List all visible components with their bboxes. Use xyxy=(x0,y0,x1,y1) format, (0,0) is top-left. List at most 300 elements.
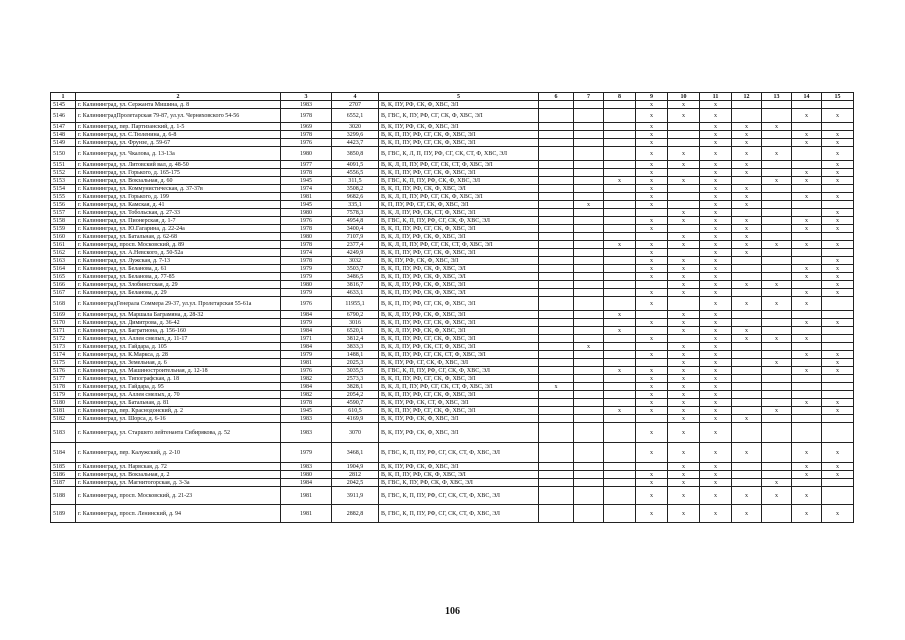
row-mark-col-9: x xyxy=(636,161,668,169)
row-systems: В, ГВС, К, ПУ, РФ, СК, Ф, ХВС, ЭЛ xyxy=(379,479,539,487)
row-mark-col-13 xyxy=(762,443,792,463)
row-mark-col-11: x xyxy=(700,265,732,273)
row-mark-col-13 xyxy=(762,471,792,479)
table-row xyxy=(51,351,854,359)
row-mark-col-14: x xyxy=(792,487,822,505)
row-mark-col-8 xyxy=(604,257,636,265)
row-area: 4169,9 xyxy=(332,415,379,423)
table-row xyxy=(51,209,854,217)
row-mark-col-11: x xyxy=(700,177,732,185)
row-mark-col-11: x xyxy=(700,185,732,193)
row-mark-col-10: x xyxy=(668,375,700,383)
table-row xyxy=(51,225,854,233)
row-mark-col-15 xyxy=(822,311,854,319)
row-mark-col-7 xyxy=(574,177,604,185)
row-mark-col-12 xyxy=(732,109,762,123)
row-id: 5153 xyxy=(51,177,76,185)
row-address: г. Калининград, ул. А.Невского, д. 50-52а xyxy=(76,249,281,257)
row-mark-col-10 xyxy=(668,185,700,193)
row-mark-col-8 xyxy=(604,415,636,423)
row-mark-col-6 xyxy=(539,169,574,177)
row-mark-col-6 xyxy=(539,375,574,383)
row-mark-col-6 xyxy=(539,161,574,169)
row-mark-col-11: x xyxy=(700,311,732,319)
row-systems: В, ГВС, К, П, ПУ, РФ, СК, Ф, ХВС, ЭЛ xyxy=(379,177,539,185)
row-mark-col-14 xyxy=(792,479,822,487)
row-mark-col-12 xyxy=(732,343,762,351)
row-id: 5158 xyxy=(51,217,76,225)
row-mark-col-11: x xyxy=(700,343,732,351)
row-mark-col-14: x xyxy=(792,217,822,225)
row-year: 1981 xyxy=(281,487,332,505)
row-mark-col-7 xyxy=(574,225,604,233)
row-id: 5168 xyxy=(51,297,76,311)
row-address: г. Калининград, просп. Ленинский, д. 94 xyxy=(76,505,281,523)
row-mark-col-14 xyxy=(792,209,822,217)
row-id: 5151 xyxy=(51,161,76,169)
row-address: г. Калининград, просп. Московский, д. 89 xyxy=(76,241,281,249)
row-year: 1981 xyxy=(281,193,332,201)
row-mark-col-9: x xyxy=(636,217,668,225)
row-area: 3828,1 xyxy=(332,383,379,391)
row-mark-col-7: x xyxy=(574,343,604,351)
row-id: 5170 xyxy=(51,319,76,327)
row-mark-col-10: x xyxy=(668,399,700,407)
row-systems: В, К, П, ПУ, РФ, СГ, СК, Ф, ХВС, ЭЛ xyxy=(379,407,539,415)
row-mark-col-7 xyxy=(574,217,604,225)
row-mark-col-12 xyxy=(732,383,762,391)
row-mark-col-10: x xyxy=(668,311,700,319)
row-mark-col-7 xyxy=(574,281,604,289)
row-mark-col-12 xyxy=(732,351,762,359)
row-systems: В, К, П, ПУ, РФ, СГ, СК, Ф, ХВС, ЭЛ xyxy=(379,297,539,311)
row-mark-col-14: x xyxy=(792,351,822,359)
row-mark-col-12: x xyxy=(732,161,762,169)
row-mark-col-11: x xyxy=(700,131,732,139)
row-mark-col-11: x xyxy=(700,487,732,505)
row-mark-col-9: x xyxy=(636,225,668,233)
row-area: 9682,6 xyxy=(332,193,379,201)
row-mark-col-9: x xyxy=(636,193,668,201)
row-mark-col-11: x xyxy=(700,367,732,375)
row-mark-col-13 xyxy=(762,169,792,177)
table-row xyxy=(51,193,854,201)
row-year: 1945 xyxy=(281,201,332,209)
row-area: 2573,3 xyxy=(332,375,379,383)
row-year: 1971 xyxy=(281,335,332,343)
row-mark-col-11: x xyxy=(700,109,732,123)
row-mark-col-8 xyxy=(604,383,636,391)
row-mark-col-15 xyxy=(822,391,854,399)
row-id: 5181 xyxy=(51,407,76,415)
row-mark-col-15 xyxy=(822,327,854,335)
row-area: 4091,5 xyxy=(332,161,379,169)
row-mark-col-13 xyxy=(762,343,792,351)
table-row xyxy=(51,101,854,109)
row-area: 3400,4 xyxy=(332,225,379,233)
row-area: 1488,1 xyxy=(332,351,379,359)
row-area: 2025,3 xyxy=(332,359,379,367)
row-mark-col-10 xyxy=(668,225,700,233)
row-mark-col-8 xyxy=(604,209,636,217)
row-mark-col-6 xyxy=(539,289,574,297)
row-mark-col-12: x xyxy=(732,297,762,311)
row-systems: В, ГВС, К, ПУ, РФ, СГ, СК, Ф, ХВС, ЭЛ xyxy=(379,109,539,123)
row-mark-col-8 xyxy=(604,265,636,273)
row-mark-col-14 xyxy=(792,375,822,383)
row-mark-col-7 xyxy=(574,265,604,273)
row-year: 1976 xyxy=(281,367,332,375)
table-row xyxy=(51,415,854,423)
row-mark-col-13: x xyxy=(762,177,792,185)
row-address: г. Калининград, ул. Маршала Баграмяна, д. 28-32 xyxy=(76,311,281,319)
row-mark-col-11: x xyxy=(700,505,732,523)
row-area: 3503,7 xyxy=(332,265,379,273)
row-year: 1983 xyxy=(281,101,332,109)
row-address: г. Калининград, ул. Магнитогорская, д. 3-3а xyxy=(76,479,281,487)
row-mark-col-12 xyxy=(732,375,762,383)
row-id: 5154 xyxy=(51,185,76,193)
row-mark-col-14 xyxy=(792,147,822,161)
row-mark-col-13 xyxy=(762,351,792,359)
column-number: 15 xyxy=(822,93,854,101)
row-id: 5159 xyxy=(51,225,76,233)
row-mark-col-7 xyxy=(574,193,604,201)
row-id: 5169 xyxy=(51,311,76,319)
row-mark-col-6: x xyxy=(539,383,574,391)
row-id: 5185 xyxy=(51,463,76,471)
row-mark-col-14: x xyxy=(792,505,822,523)
row-mark-col-14: x xyxy=(792,177,822,185)
row-mark-col-14 xyxy=(792,391,822,399)
row-address: г. Калининград, ул. Машиностроительная, д. 12-18 xyxy=(76,367,281,375)
row-mark-col-8 xyxy=(604,463,636,471)
row-mark-col-6 xyxy=(539,471,574,479)
row-mark-col-13 xyxy=(762,505,792,523)
row-address: г. Калининград, ул. Камская, д. 41 xyxy=(76,201,281,209)
table-row xyxy=(51,139,854,147)
row-mark-col-14: x xyxy=(792,319,822,327)
table-row xyxy=(51,391,854,399)
row-mark-col-13 xyxy=(762,367,792,375)
table-row xyxy=(51,297,854,311)
row-mark-col-14: x xyxy=(792,463,822,471)
row-mark-col-6 xyxy=(539,249,574,257)
row-mark-col-12 xyxy=(732,177,762,185)
row-mark-col-7 xyxy=(574,383,604,391)
row-mark-col-12: x xyxy=(732,327,762,335)
row-mark-col-11: x xyxy=(700,319,732,327)
row-area: 6520,1 xyxy=(332,327,379,335)
row-mark-col-14: x xyxy=(792,289,822,297)
row-mark-col-15: x xyxy=(822,193,854,201)
row-mark-col-12 xyxy=(732,423,762,443)
row-id: 5176 xyxy=(51,367,76,375)
row-mark-col-10 xyxy=(668,335,700,343)
row-id: 5157 xyxy=(51,209,76,217)
row-mark-col-8 xyxy=(604,479,636,487)
row-mark-col-6 xyxy=(539,391,574,399)
row-mark-col-8 xyxy=(604,343,636,351)
row-mark-col-13 xyxy=(762,201,792,209)
row-year: 1980 xyxy=(281,471,332,479)
row-address: г. Калининград, ул. Беланова, д. 61 xyxy=(76,265,281,273)
row-mark-col-11: x xyxy=(700,359,732,367)
row-mark-col-6 xyxy=(539,463,574,471)
row-mark-col-8 xyxy=(604,185,636,193)
row-id: 5177 xyxy=(51,375,76,383)
row-mark-col-13 xyxy=(762,289,792,297)
table-row xyxy=(51,123,854,131)
row-mark-col-9 xyxy=(636,209,668,217)
row-mark-col-7 xyxy=(574,241,604,249)
row-year: 1979 xyxy=(281,351,332,359)
row-mark-col-7 xyxy=(574,147,604,161)
row-mark-col-10: x xyxy=(668,217,700,225)
row-address: г. Калининград, ул. Багратиона, д. 156-160 xyxy=(76,327,281,335)
row-mark-col-13: x xyxy=(762,281,792,289)
row-year: 1983 xyxy=(281,463,332,471)
row-mark-col-10: x xyxy=(668,443,700,463)
table-row xyxy=(51,479,854,487)
row-mark-col-12 xyxy=(732,265,762,273)
row-address: г. Калининград, ул. Земельная, д. 6 xyxy=(76,359,281,367)
row-systems: В, ГВС, К, П, ПУ, РФ, СГ, СК, СТ, Ф, ХВС, ЭЛ xyxy=(379,505,539,523)
row-area: 3850,8 xyxy=(332,147,379,161)
row-year: 1984 xyxy=(281,327,332,335)
row-mark-col-9: x xyxy=(636,101,668,109)
row-year: 1980 xyxy=(281,147,332,161)
row-mark-col-7 xyxy=(574,257,604,265)
row-mark-col-14 xyxy=(792,407,822,415)
row-mark-col-8 xyxy=(604,281,636,289)
row-address: г. Калининград, ул. Беланова, д. 29 xyxy=(76,289,281,297)
row-mark-col-14 xyxy=(792,423,822,443)
row-mark-col-9: x xyxy=(636,319,668,327)
row-systems: В, ГВС, К, П, ПУ, РФ, СГ, СК, СТ, Ф, ХВС, ЭЛ xyxy=(379,487,539,505)
row-systems: В, К, ПУ, РФ, СК, Ф, ХВС, ЭЛ xyxy=(379,415,539,423)
row-mark-col-9: x xyxy=(636,241,668,249)
row-mark-col-9: x xyxy=(636,201,668,209)
row-year: 1981 xyxy=(281,505,332,523)
row-systems: В, К, П, ПУ, РФ, СК, Ф, ХВС, ЭЛ xyxy=(379,185,539,193)
row-year: 1982 xyxy=(281,391,332,399)
row-year: 1976 xyxy=(281,297,332,311)
row-mark-col-10: x xyxy=(668,423,700,443)
row-mark-col-8 xyxy=(604,289,636,297)
row-mark-col-15: x xyxy=(822,407,854,415)
row-mark-col-15 xyxy=(822,297,854,311)
row-mark-col-13: x xyxy=(762,297,792,311)
row-year: 1945 xyxy=(281,407,332,415)
row-systems: В, К, Л, ПУ, РФ, СК, СТ, Ф, ХВС, ЭЛ xyxy=(379,343,539,351)
row-systems: В, К, П, ПУ, РФ, СГ, СК, Ф, ХВС, ЭЛ xyxy=(379,391,539,399)
row-mark-col-13 xyxy=(762,185,792,193)
row-mark-col-15 xyxy=(822,415,854,423)
row-mark-col-10: x xyxy=(668,109,700,123)
row-address: г. Калининград, ул. Аллея смелых, д. 70 xyxy=(76,391,281,399)
row-mark-col-14 xyxy=(792,185,822,193)
row-mark-col-12 xyxy=(732,359,762,367)
row-mark-col-7 xyxy=(574,335,604,343)
row-mark-col-12 xyxy=(732,399,762,407)
row-mark-col-8 xyxy=(604,193,636,201)
row-mark-col-11: x xyxy=(700,139,732,147)
row-mark-col-11: x xyxy=(700,297,732,311)
row-mark-col-7 xyxy=(574,109,604,123)
row-address: г. Калининград, ул. Пионерская, д. 1-7 xyxy=(76,217,281,225)
column-number-row xyxy=(51,93,854,101)
row-mark-col-9 xyxy=(636,233,668,241)
row-mark-col-15: x xyxy=(822,161,854,169)
row-mark-col-15 xyxy=(822,201,854,209)
row-mark-col-11: x xyxy=(700,201,732,209)
row-mark-col-10: x xyxy=(668,463,700,471)
row-year: 1979 xyxy=(281,273,332,281)
row-address: г. Калининград, пер. Калужский, д. 2-10 xyxy=(76,443,281,463)
row-mark-col-9: x xyxy=(636,177,668,185)
row-mark-col-12 xyxy=(732,209,762,217)
table-row xyxy=(51,487,854,505)
row-systems: В, К, Л, ПУ, РФ, СК, Ф, ХВС, ЭЛ xyxy=(379,281,539,289)
row-mark-col-9 xyxy=(636,281,668,289)
row-area: 3468,1 xyxy=(332,443,379,463)
row-mark-col-12: x xyxy=(732,443,762,463)
row-mark-col-11: x xyxy=(700,407,732,415)
row-mark-col-10: x xyxy=(668,327,700,335)
table-row xyxy=(51,185,854,193)
row-area: 2812 xyxy=(332,471,379,479)
row-mark-col-7 xyxy=(574,123,604,131)
row-mark-col-10: x xyxy=(668,351,700,359)
row-mark-col-14 xyxy=(792,383,822,391)
row-systems: В, К, П, ПУ, РФ, СГ, СК, Ф, ХВС, ЭЛ xyxy=(379,319,539,327)
row-systems: В, К, П, ПУ, РФ, СГ, СК, Ф, ХВС, ЭЛ xyxy=(379,131,539,139)
row-mark-col-7 xyxy=(574,415,604,423)
row-mark-col-6 xyxy=(539,185,574,193)
row-mark-col-14: x xyxy=(792,169,822,177)
row-year: 1984 xyxy=(281,383,332,391)
row-id: 5156 xyxy=(51,201,76,209)
table-row xyxy=(51,131,854,139)
row-year: 1983 xyxy=(281,415,332,423)
row-address: г. Калининград, ул. Сержанта Мишина, д. 8 xyxy=(76,101,281,109)
row-mark-col-14: x xyxy=(792,335,822,343)
row-systems: В, К, Л, П, ПУ, РФ, СГ, СК, СТ, Ф, ХВС, ЭЛ xyxy=(379,161,539,169)
row-mark-col-7 xyxy=(574,471,604,479)
row-mark-col-10 xyxy=(668,297,700,311)
row-mark-col-14 xyxy=(792,257,822,265)
row-id: 5145 xyxy=(51,101,76,109)
row-area: 3016 xyxy=(332,319,379,327)
row-mark-col-6 xyxy=(539,399,574,407)
table-row xyxy=(51,471,854,479)
row-area: 6790,2 xyxy=(332,311,379,319)
row-id: 5165 xyxy=(51,273,76,281)
row-year: 1976 xyxy=(281,139,332,147)
row-mark-col-7 xyxy=(574,169,604,177)
row-systems: В, К, Л, ПУ, РФ, СК, Ф, ХВС, ЭЛ xyxy=(379,327,539,335)
row-mark-col-6 xyxy=(539,147,574,161)
row-mark-col-6 xyxy=(539,311,574,319)
row-mark-col-15: x xyxy=(822,471,854,479)
row-mark-col-9: x xyxy=(636,351,668,359)
row-mark-col-14 xyxy=(792,101,822,109)
row-mark-col-15 xyxy=(822,383,854,391)
row-mark-col-9 xyxy=(636,415,668,423)
row-mark-col-6 xyxy=(539,335,574,343)
row-year: 1978 xyxy=(281,257,332,265)
row-area: 3070 xyxy=(332,423,379,443)
row-mark-col-10: x xyxy=(668,505,700,523)
row-mark-col-8 xyxy=(604,139,636,147)
row-mark-col-9: x xyxy=(636,147,668,161)
row-mark-col-7: x xyxy=(574,201,604,209)
row-systems: В, К, Л, П, ПУ, РФ, СГ, СК, СТ, Ф, ХВС, ЭЛ xyxy=(379,241,539,249)
row-mark-col-15 xyxy=(822,101,854,109)
row-area: 2882,8 xyxy=(332,505,379,523)
row-mark-col-15: x xyxy=(822,217,854,225)
row-mark-col-8 xyxy=(604,225,636,233)
row-mark-col-11: x xyxy=(700,241,732,249)
row-mark-col-10: x xyxy=(668,241,700,249)
row-mark-col-14 xyxy=(792,249,822,257)
row-area: 3812,4 xyxy=(332,335,379,343)
row-id: 5167 xyxy=(51,289,76,297)
row-mark-col-12: x xyxy=(732,193,762,201)
row-mark-col-9: x xyxy=(636,289,668,297)
row-mark-col-6 xyxy=(539,443,574,463)
table-row xyxy=(51,443,854,463)
row-mark-col-6 xyxy=(539,101,574,109)
table-row xyxy=(51,265,854,273)
row-mark-col-9: x xyxy=(636,109,668,123)
row-mark-col-12 xyxy=(732,101,762,109)
housing-registry-table xyxy=(50,92,854,523)
column-number: 5 xyxy=(379,93,539,101)
row-mark-col-11: x xyxy=(700,249,732,257)
row-mark-col-6 xyxy=(539,265,574,273)
row-mark-col-11: x xyxy=(700,101,732,109)
row-mark-col-9 xyxy=(636,327,668,335)
row-mark-col-7 xyxy=(574,443,604,463)
row-mark-col-9: x xyxy=(636,407,668,415)
row-mark-col-8 xyxy=(604,201,636,209)
row-year: 1979 xyxy=(281,289,332,297)
table-row xyxy=(51,281,854,289)
row-address: г. Калининград, ул. Старшего лейтенанта Сибирякова, д. 52 xyxy=(76,423,281,443)
row-mark-col-15: x xyxy=(822,351,854,359)
row-mark-col-14 xyxy=(792,343,822,351)
row-mark-col-15: x xyxy=(822,319,854,327)
row-area: 3299,6 xyxy=(332,131,379,139)
row-mark-col-13 xyxy=(762,217,792,225)
row-mark-col-11: x xyxy=(700,257,732,265)
row-mark-col-7 xyxy=(574,139,604,147)
row-mark-col-15: x xyxy=(822,257,854,265)
row-area: 2054,2 xyxy=(332,391,379,399)
row-mark-col-7 xyxy=(574,367,604,375)
table-row xyxy=(51,217,854,225)
row-mark-col-6 xyxy=(539,415,574,423)
column-number: 2 xyxy=(76,93,281,101)
row-mark-col-11: x xyxy=(700,147,732,161)
row-mark-col-10: x xyxy=(668,161,700,169)
row-mark-col-11: x xyxy=(700,193,732,201)
row-mark-col-9: x xyxy=(636,131,668,139)
row-mark-col-9: x xyxy=(636,257,668,265)
row-mark-col-11: x xyxy=(700,281,732,289)
